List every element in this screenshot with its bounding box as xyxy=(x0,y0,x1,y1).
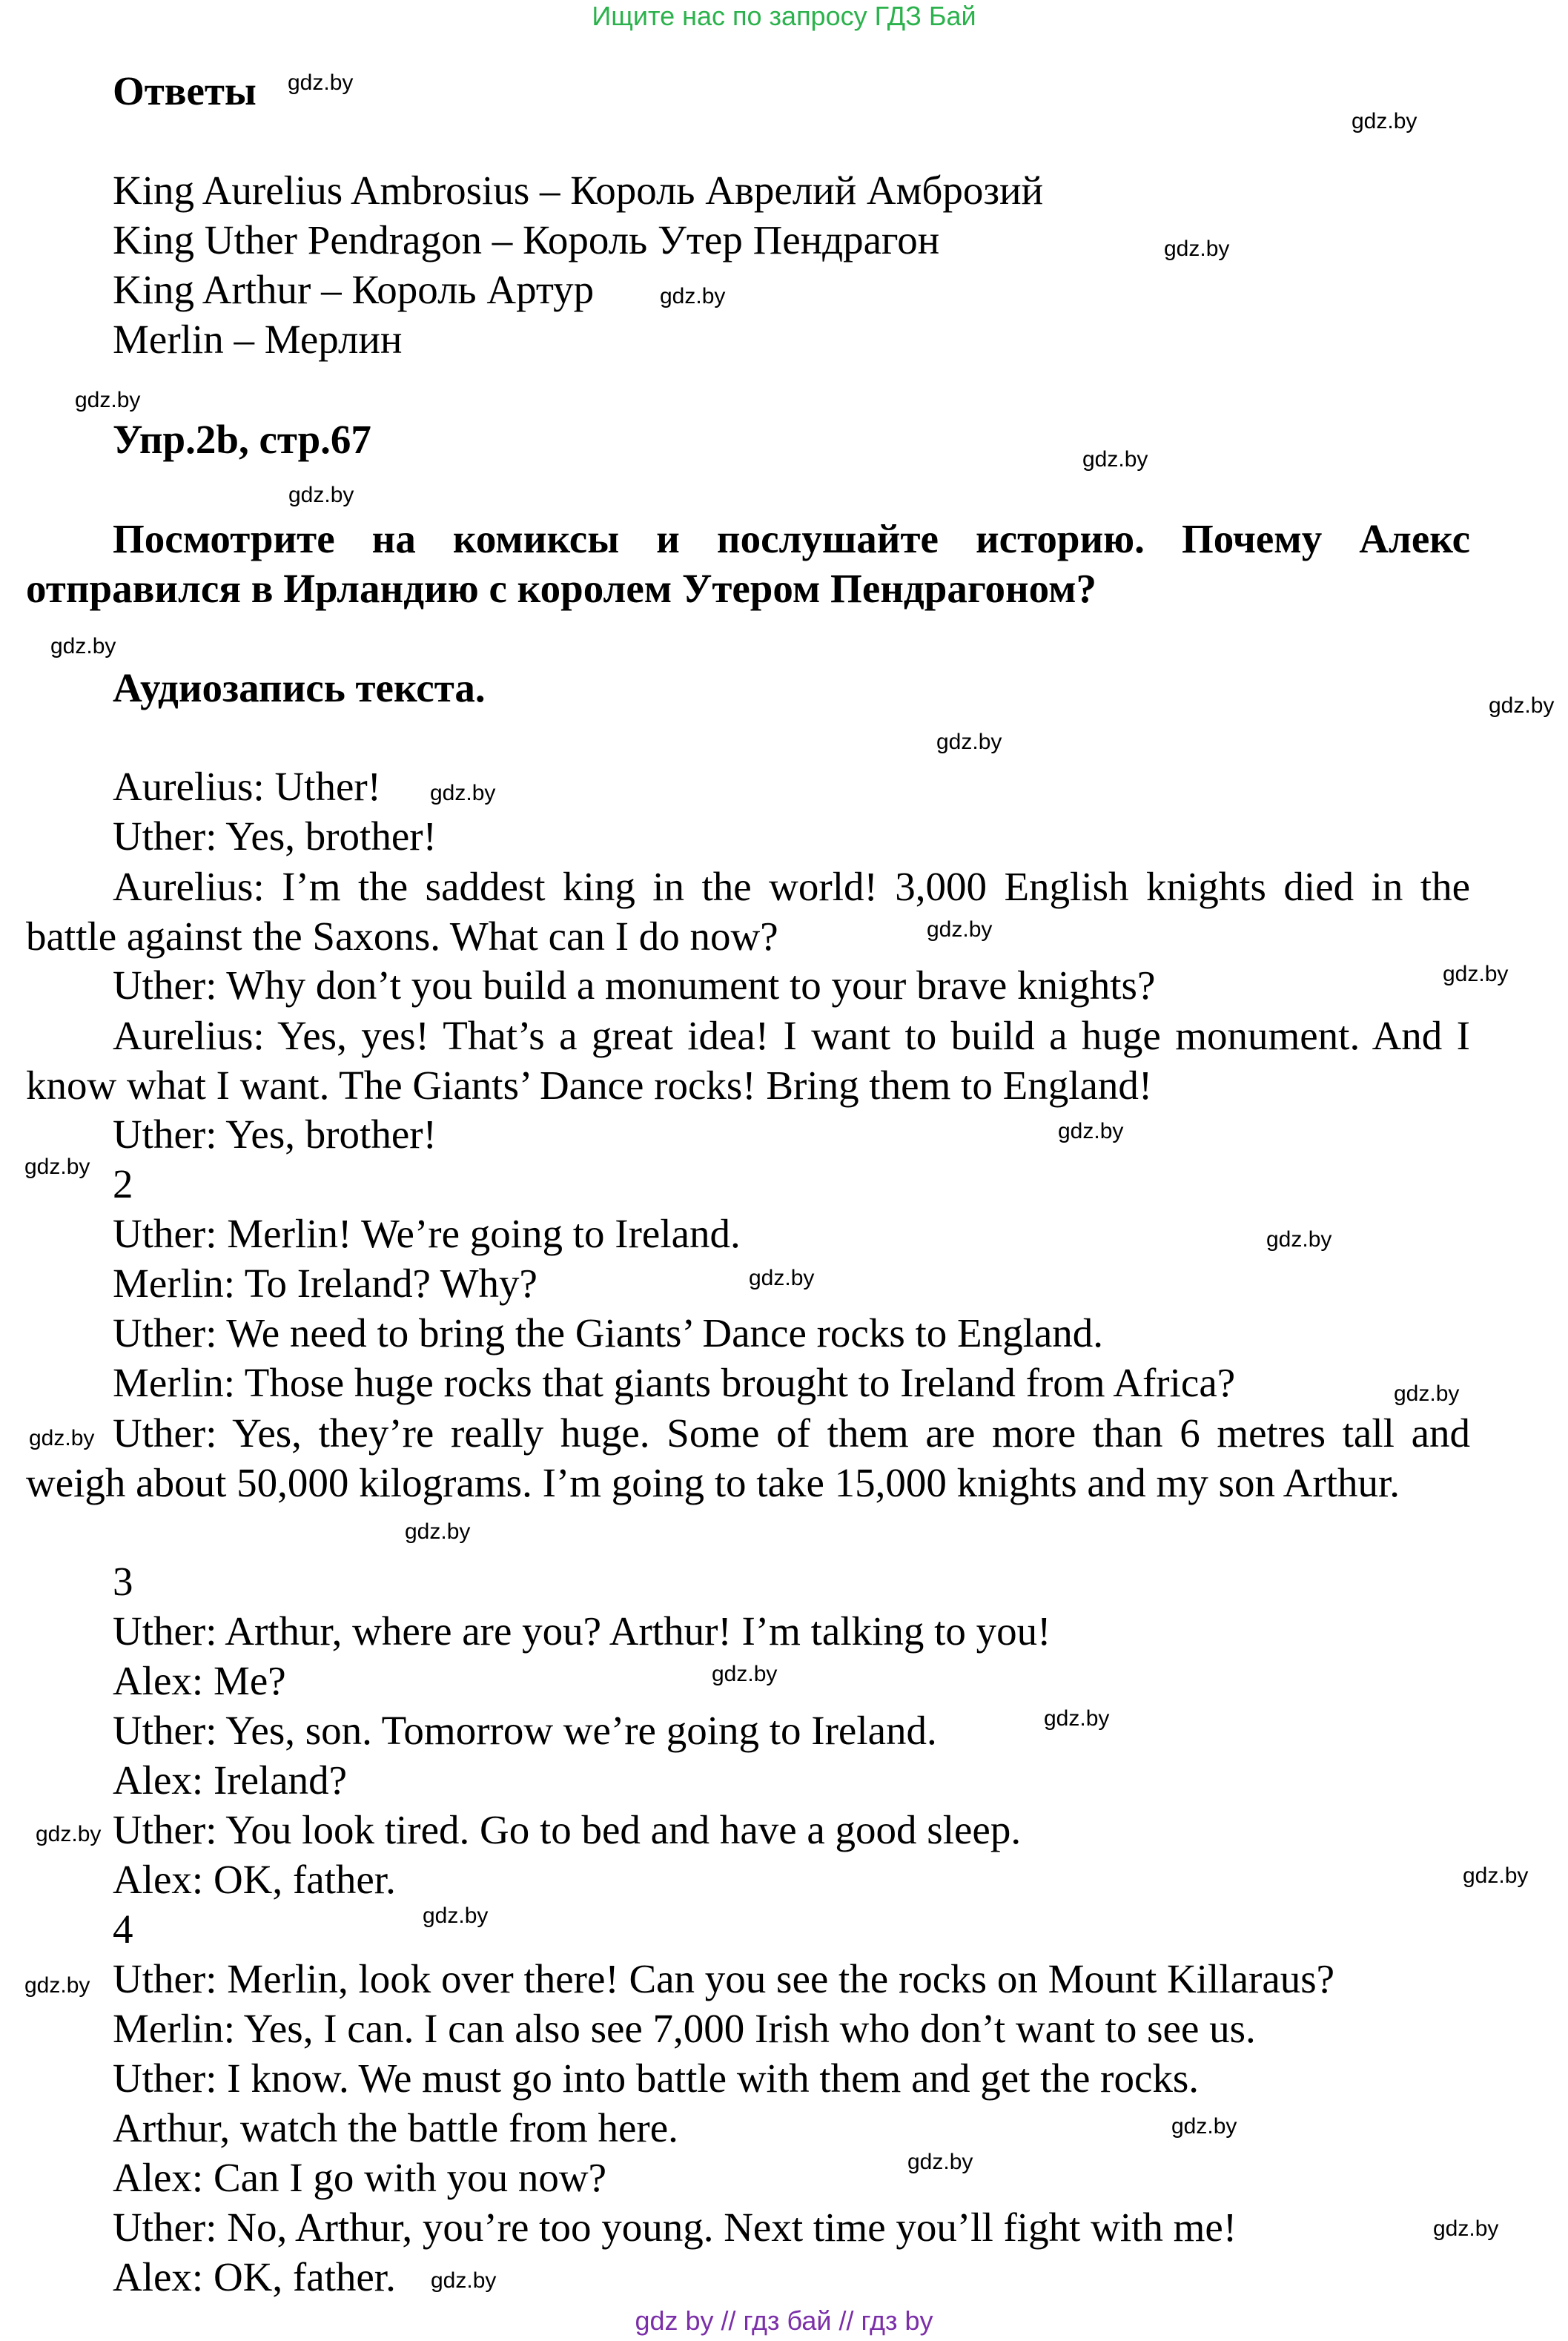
dialogue-line: Aurelius: Uther! xyxy=(113,764,381,809)
watermark: gdz.by xyxy=(927,917,993,942)
watermark: gdz.by xyxy=(24,1973,90,1998)
watermark: gdz.by xyxy=(907,2150,973,2174)
dialogue-line: Uther: Yes, they’re really huge. Some of them are more than 6 metres tall and weigh about 50,000 kilograms. I’m going to take 15,000 knights and my son Arthur. xyxy=(26,1410,1470,1505)
answers-heading: Ответы xyxy=(113,68,257,113)
watermark: gdz.by xyxy=(1164,237,1230,261)
watermark: gdz.by xyxy=(50,634,116,658)
watermark: gdz.by xyxy=(1394,1381,1460,1406)
watermark: gdz.by xyxy=(36,1822,102,1846)
top-banner[interactable]: Ищите нас по запросу ГДЗ Бай xyxy=(592,1,976,31)
dialogue-line: Alex: Ireland? xyxy=(113,1757,348,1803)
watermark: gdz.by xyxy=(1082,447,1148,472)
task-text: Посмотрите на комиксы и послушайте историю. Почему Алекс отправился в Ирландию с королем Утером Пендрагоном? xyxy=(26,516,1470,611)
watermark: gdz.by xyxy=(1489,693,1555,718)
watermark: gdz.by xyxy=(712,1662,778,1686)
watermark: gdz.by xyxy=(423,1903,489,1928)
dialogue-line: Aurelius: Yes, yes! That’s a great idea! I want to build a huge monument. And I know what I want. The Giants’ Dance rocks! Bring them to England! xyxy=(26,1013,1470,1108)
watermark: gdz.by xyxy=(1058,1119,1124,1143)
watermark: gdz.by xyxy=(749,1266,815,1290)
dialogue-line: Uther: Arthur, where are you? Arthur! I’m talking to you! xyxy=(113,1608,1051,1654)
dialogue-line: Uther: Yes, brother! xyxy=(113,1112,437,1157)
dialogue-line: Alex: Can I go with you now? xyxy=(113,2155,607,2200)
dialogue-line: Alex: OK, father. xyxy=(113,1857,396,1902)
dialogue-line: Uther: I know. We must go into battle with them and get the rocks. xyxy=(113,2056,1200,2101)
watermark: gdz.by xyxy=(1171,2114,1237,2139)
watermark: gdz.by xyxy=(1433,2216,1499,2241)
dialogue-line: Alex: Me? xyxy=(113,1658,286,1703)
dialogue-line: Uther: Yes, brother! xyxy=(113,813,437,859)
dialogue-line: Uther: We need to bring the Giants’ Dance rocks to England. xyxy=(113,1310,1104,1356)
exercise-heading: Упр.2b, стр.67 xyxy=(113,417,371,462)
panel-number: 4 xyxy=(113,1906,133,1952)
dialogue-line: Merlin: Those huge rocks that giants brought to Ireland from Africa? xyxy=(113,1360,1236,1405)
dialogue-line: Uther: Merlin, look over there! Can you see the rocks on Mount Killaraus? xyxy=(113,1956,1335,2001)
bottom-banner[interactable]: gdz by // гдз бай // гдз by xyxy=(635,2305,933,2336)
dialogue-line: Arthur, watch the battle from here. xyxy=(113,2105,678,2150)
dialogue-line: Uther: Why don’t you build a monument to your brave knights? xyxy=(113,963,1156,1008)
name-line: Merlin – Мерлин xyxy=(113,317,403,362)
dialogue-line: Uther: No, Arthur, you’re too young. Next time you’ll fight with me! xyxy=(113,2205,1237,2250)
watermark: gdz.by xyxy=(405,1519,471,1544)
dialogue-line: Merlin: Yes, I can. I can also see 7,000 Irish who don’t want to see us. xyxy=(113,2006,1256,2051)
audio-heading: Аудиозапись текста. xyxy=(113,665,486,710)
dialogue-line: Merlin: To Ireland? Why? xyxy=(113,1261,537,1306)
watermark: gdz.by xyxy=(660,284,726,308)
watermark: gdz.by xyxy=(29,1426,95,1450)
name-line: King Arthur – Король Артур xyxy=(113,267,595,312)
watermark: gdz.by xyxy=(1352,109,1418,133)
dialogue-line: Aurelius: I’m the saddest king in the world! 3,000 English knights died in the battle against the Saxons. What can I do now? xyxy=(26,864,1470,959)
dialogue-line: Uther: Yes, son. Tomorrow we’re going to Ireland. xyxy=(113,1708,937,1753)
panel-number: 2 xyxy=(113,1161,133,1206)
watermark: gdz.by xyxy=(288,70,354,95)
watermark: gdz.by xyxy=(24,1155,90,1179)
watermark: gdz.by xyxy=(1463,1863,1529,1888)
dialogue-line: Alex: OK, father. xyxy=(113,2254,396,2299)
watermark: gdz.by xyxy=(1266,1227,1332,1252)
dialogue-line: Uther: You look tired. Go to bed and have a good sleep. xyxy=(113,1807,1022,1852)
name-line: King Uther Pendragon – Король Утер Пендрагон xyxy=(113,217,940,263)
watermark: gdz.by xyxy=(288,483,354,507)
name-line: King Aurelius Ambrosius – Король Аврелий Амброзий xyxy=(113,168,1044,213)
watermark: gdz.by xyxy=(1044,1706,1110,1731)
watermark: gdz.by xyxy=(75,388,141,412)
dialogue-line: Uther: Merlin! We’re going to Ireland. xyxy=(113,1211,741,1256)
watermark: gdz.by xyxy=(936,730,1002,754)
watermark: gdz.by xyxy=(430,781,496,805)
panel-number: 3 xyxy=(113,1559,133,1604)
watermark: gdz.by xyxy=(431,2268,497,2293)
watermark: gdz.by xyxy=(1443,962,1509,986)
